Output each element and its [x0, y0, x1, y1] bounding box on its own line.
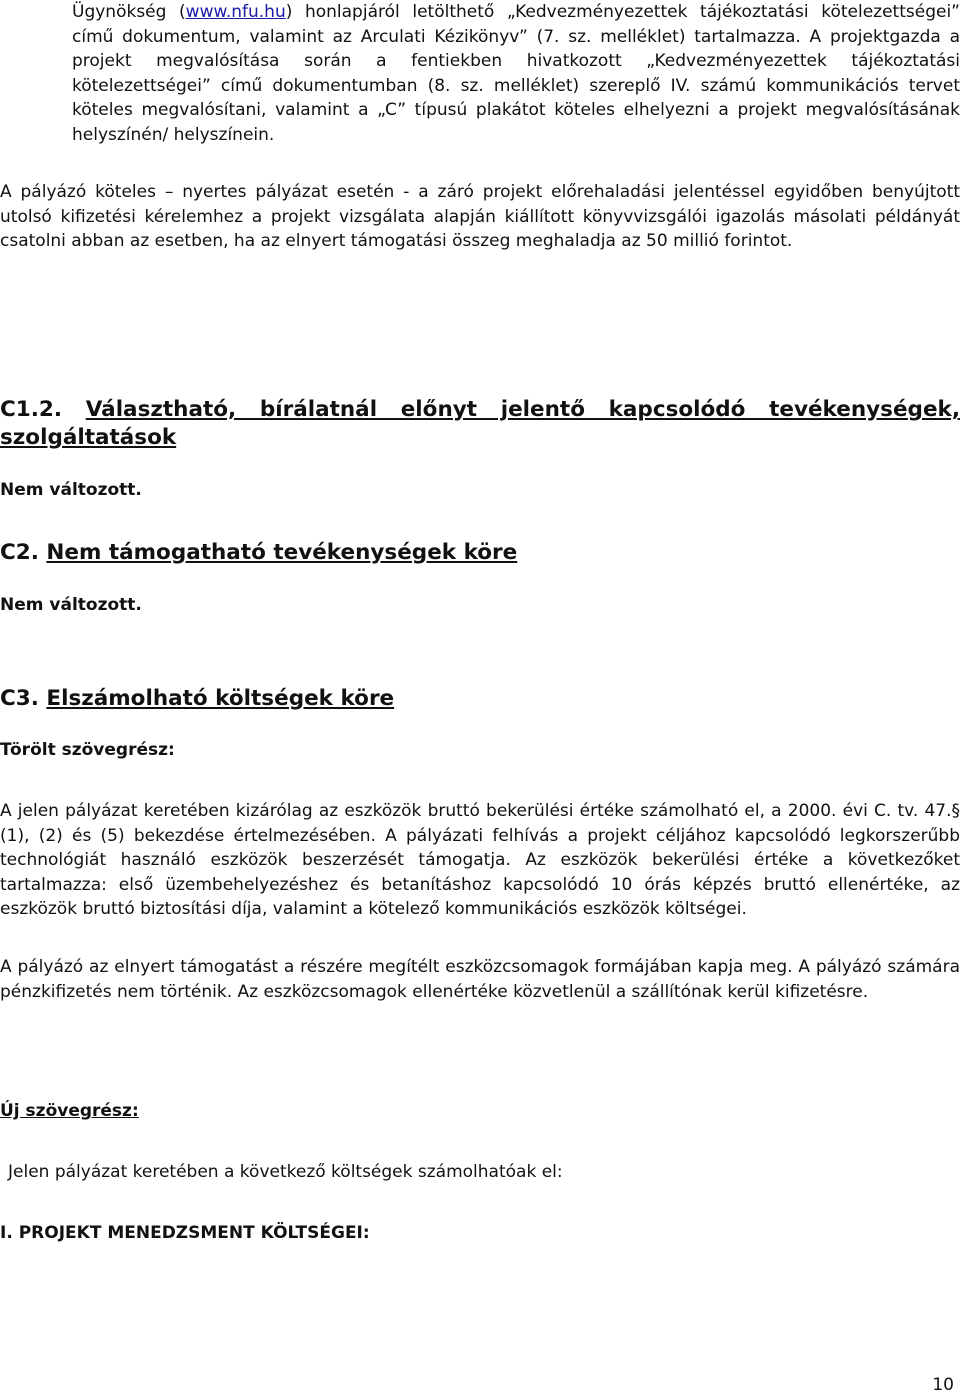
- heading-c3-title: Elszámolható költségek köre: [46, 686, 395, 711]
- paragraph-deleted-equipment-packages: A pályázó az elnyert támogatást a részére megítélt eszközcsomagok formájában kapja meg. A pályázó számára pénzkifizetés nem történik. Az eszközcsomagok ellenértéke közvetlenül a szállítónak kerül kifizetésre.: [0, 957, 960, 1002]
- heading-c12: [0, 396, 960, 452]
- c12-status: Nem változott.: [0, 480, 142, 500]
- paragraph-deleted-eligible-costs: A jelen pályázat keretében kizárólag az eszközök bruttó bekerülési értéke számolható el, a 2000. évi C. tv. 47.§ (1), (2) és (5) bekezdése értelmezésében. A pályázati felhívás a projekt céljához kapcsolódó legkorszerűbb technológiát használó eszközök beszerzését támogatja. Az eszközök bekerülési értéke a következőket tartalmazza: első üzembehelyezéshez és betanításhoz kapcsolódó 10 órás képzés bruttó ellenértéke, az eszközök bruttó biztosítási díja, valamint a kötelező kommunikációs eszközök költségei.: [0, 801, 960, 919]
- heading-c3: [0, 685, 960, 713]
- para1-prefix: Ügynökség (: [72, 2, 186, 22]
- heading-c2-title: Nem támogatható tevékenységek köre: [46, 540, 518, 565]
- page-number: 10: [932, 1375, 954, 1395]
- paragraph-new-eligible-costs: Jelen pályázat keretében a következő költségek számolhatóak el:: [8, 1162, 563, 1182]
- heading-c12-title: Választható, bírálatnál előnyt jelentő kapcsolódó tevékenységek, szolgáltatások: [0, 397, 960, 450]
- c2-status: Nem változott.: [0, 595, 142, 615]
- heading-project-management-costs: I. PROJEKT MENEDZSMENT KÖLTSÉGEI:: [0, 1223, 370, 1243]
- heading-c3-number: C3.: [0, 686, 39, 711]
- nfu-link[interactable]: www.nfu.hu: [185, 2, 286, 22]
- heading-c12-number: C1.2.: [0, 397, 63, 422]
- new-text-label: Új szövegrész:: [0, 1101, 139, 1121]
- paragraph-audit-certificate: A pályázó köteles – nyertes pályázat esetén - a záró projekt előrehaladási jelentéssel egyidőben benyújtott utolsó kifizetési kérelemhez a projekt vizsgálata alapján kiállított könyvvizsgálói igazolás másolati példányát csatolni abban az esetben, ha az elnyert támogatási összeg meghaladja az 50 millió forintot.: [0, 182, 960, 251]
- heading-c2: [0, 539, 960, 567]
- heading-c2-number: C2.: [0, 540, 39, 565]
- para1-suffix: ) honlapjáról letölthető „Kedvezményezettek tájékoztatási kötelezettségei” című dokumentum, valamint az Arculati Kézikönyv” (7. sz. melléklet) tartalmazza. A projektgazda a projekt megvalósítása során a fentiekben hivatkozott „Kedvezményezettek tájékoztatási kötelezettségei” című dokumentumban (8. sz. melléklet) szereplő IV. számú kommunikációs tervet köteles megvalósítani, valamint a „C” típusú plakátot köteles elhelyezni a projekt megvalósításának helyszínén/ helyszínein.: [72, 2, 960, 145]
- deleted-text-label: Törölt szövegrész:: [0, 740, 175, 760]
- paragraph-communication-plan: [72, 0, 960, 147]
